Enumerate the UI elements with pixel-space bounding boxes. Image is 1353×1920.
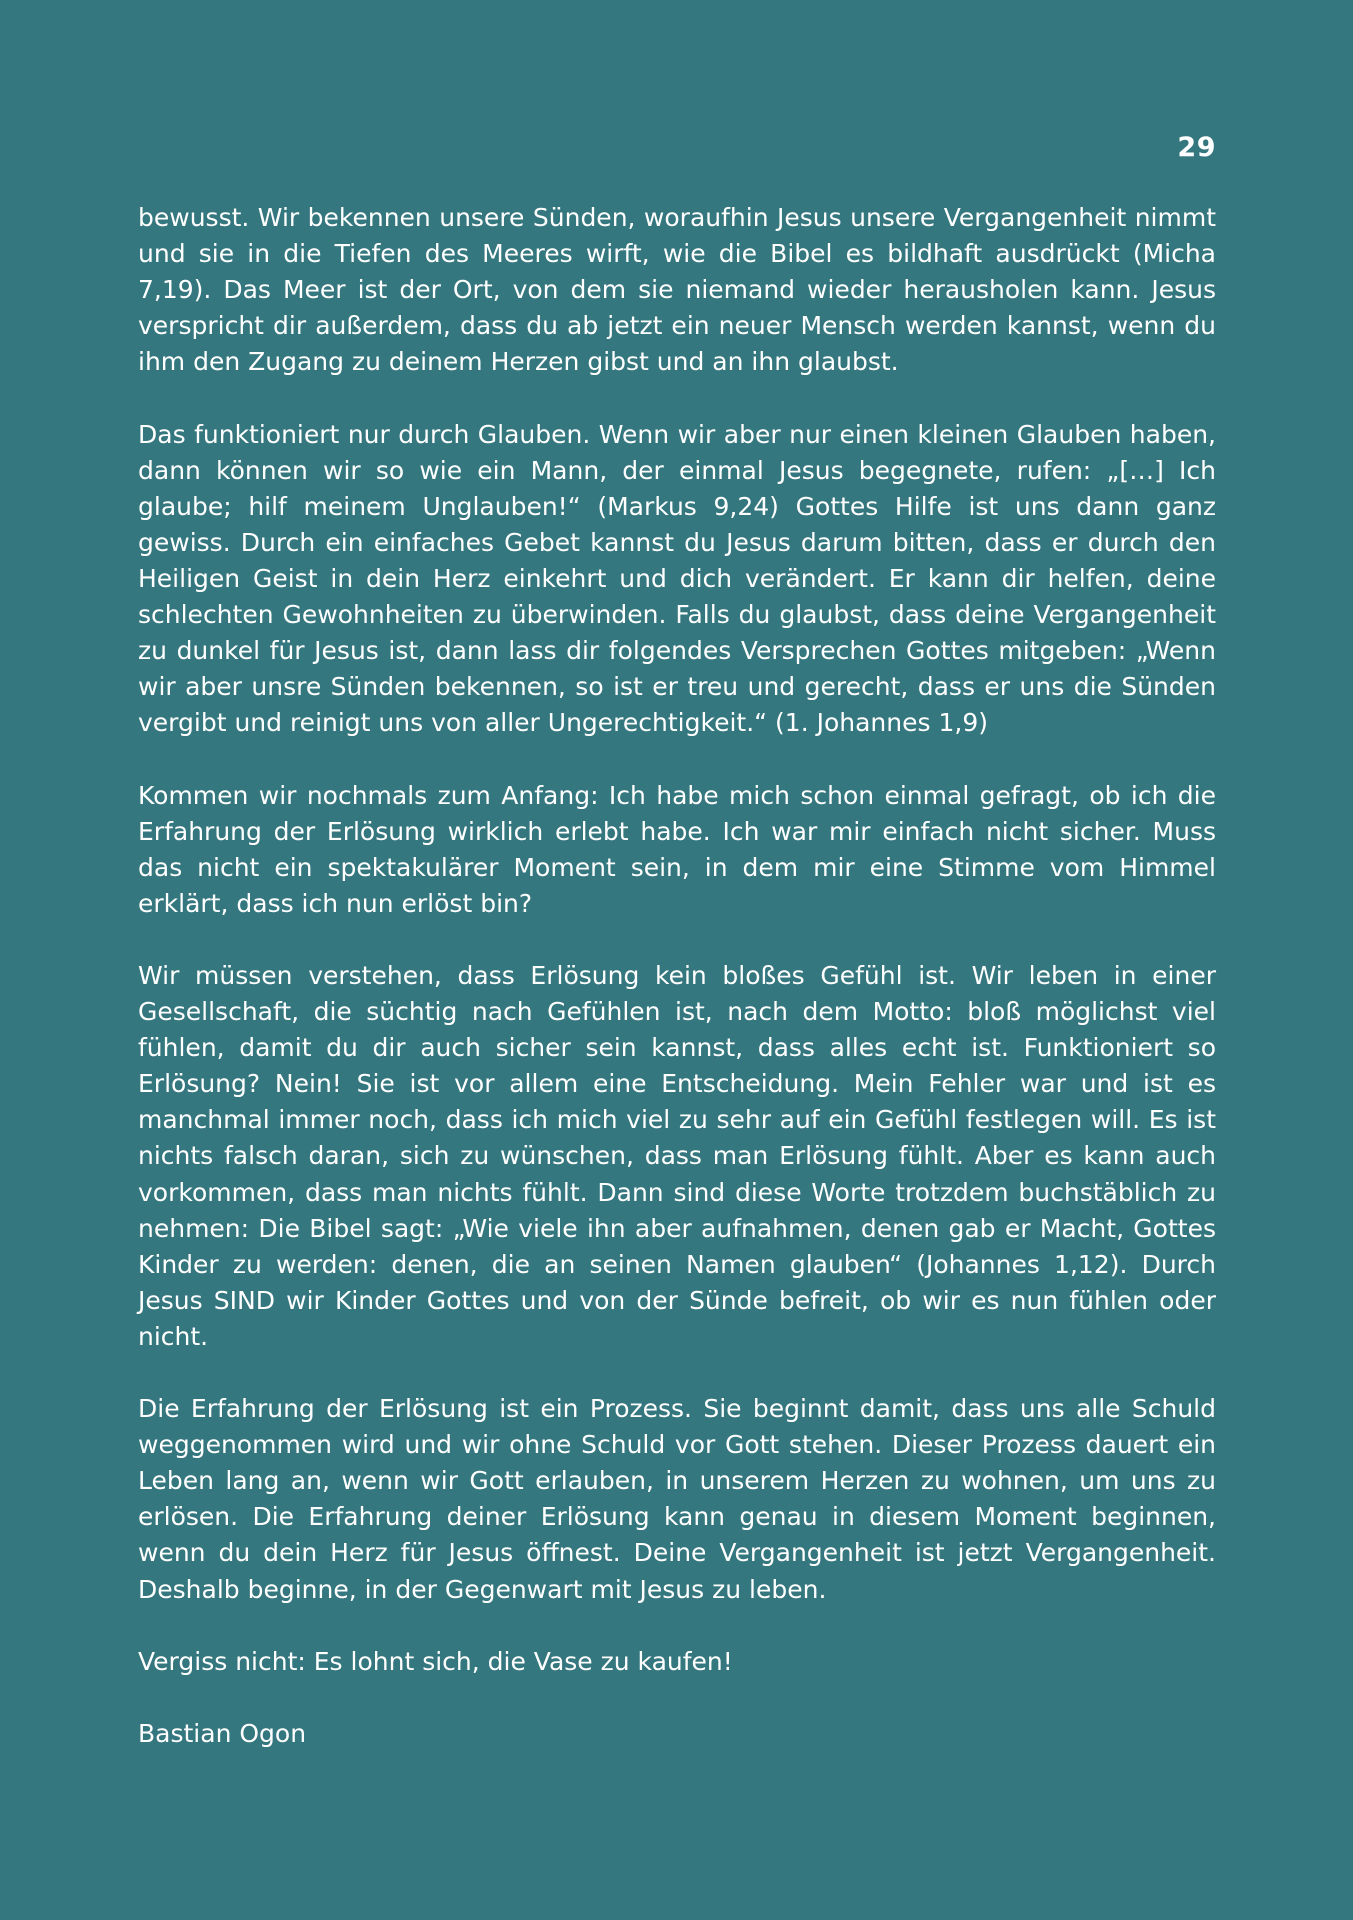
article-body — [138, 200, 1216, 1752]
page-number: 29 — [1177, 132, 1216, 163]
paragraph-feeling: Wir müssen verstehen, dass Erlösung kein bloßes Gefühl ist. Wir leben in einer Gesellschaft, die süchtig nach Gefühlen ist, nach dem Motto: bloß möglichst viel fühlen, damit du dir auch sicher sein kannst, dass alles echt ist. Funktioniert so Erlösung? Nein! Sie ist vor allem eine Entscheidung. Mein Fehler war und ist es manchmal immer noch, dass ich mich viel zu sehr auf ein Gefühl festlegen will. Es ist nichts falsch daran, sich zu wünschen, dass man Erlösung fühlt. Aber es kann auch vorkommen, dass man nichts fühlt. Dann sind diese Worte trotzdem buchstäblich zu nehmen: Die Bibel sagt: „Wie viele ihn aber aufnahmen, denen gab er Macht, Gottes Kinder zu werden: denen, die an seinen Namen glauben“ (Johannes 1,12). Durch Jesus SIND wir Kinder Gottes und von der Sünde befreit, ob wir es nun fühlen oder nicht. — [138, 960, 1216, 1351]
paragraph-faith: Das funktioniert nur durch Glauben. Wenn wir aber nur einen kleinen Glauben haben, dann können wir so wie ein Mann, der einmal Jesus begegnete, rufen: „[…] Ich glaube; hilf meinem Unglauben!“ (Markus 9,24) Gottes Hilfe ist uns dann ganz gewiss. Durch ein einfaches Gebet kannst du Jesus darum bitten, dass er durch den Heiligen Geist in dein Herz einkehrt und dich verändert. Er kann dir helfen, deine schlechten Gewohnheiten zu überwinden. Falls du glaubst, dass deine Vergangenheit zu dunkel für Jesus ist, dann lass dir folgendes Versprechen Gottes mitgeben: „Wenn wir aber unsre Sünden bekennen, so ist er treu und gerecht, dass er uns die Sünden vergibt und reinigt uns von aller Ungerechtigkeit.“ (1. Johannes 1,9) — [138, 419, 1216, 738]
paragraph-confession: bewusst. Wir bekennen unsere Sünden, woraufhin Jesus unsere Vergangenheit nimmt und sie in die Tiefen des Meeres wirft, wie die Bibel es bildhaft ausdrückt (Micha 7,19). Das Meer ist der Ort, von dem sie niemand wieder herausholen kann. Jesus verspricht dir außerdem, dass du ab jetzt ein neuer Mensch werden kannst, wenn du ihm den Zugang zu deinem Herzen gibst und an ihn glaubst. — [138, 203, 1216, 377]
author-signature: Bastian Ogon — [138, 1718, 307, 1748]
paragraph-process: Die Erfahrung der Erlösung ist ein Prozess. Sie beginnt damit, dass uns alle Schuld weggenommen wird und wir ohne Schuld vor Gott stehen. Dieser Prozess dauert ein Leben lang an, wenn wir Gott erlauben, in unserem Herzen zu wohnen, um uns zu erlösen. Die Erfahrung deiner Erlösung kann genau in diesem Moment beginnen, wenn du dein Herz für Jesus öffnest. Deine Vergangenheit ist jetzt Vergangenheit. Deshalb beginne, in der Gegenwart mit Jesus zu leben. — [138, 1394, 1216, 1604]
paragraph-beginning: Kommen wir nochmals zum Anfang: Ich habe mich schon einmal gefragt, ob ich die Erfahrung der Erlösung wirklich erlebt habe. Ich war mir einfach nicht sicher. Muss das nicht ein spektakulärer Moment sein, in dem mir eine Stimme vom Himmel erklärt, dass ich nun erlöst bin? — [138, 780, 1216, 918]
closing-line: Vergiss nicht: Es lohnt sich, die Vase zu kaufen! — [138, 1646, 733, 1676]
